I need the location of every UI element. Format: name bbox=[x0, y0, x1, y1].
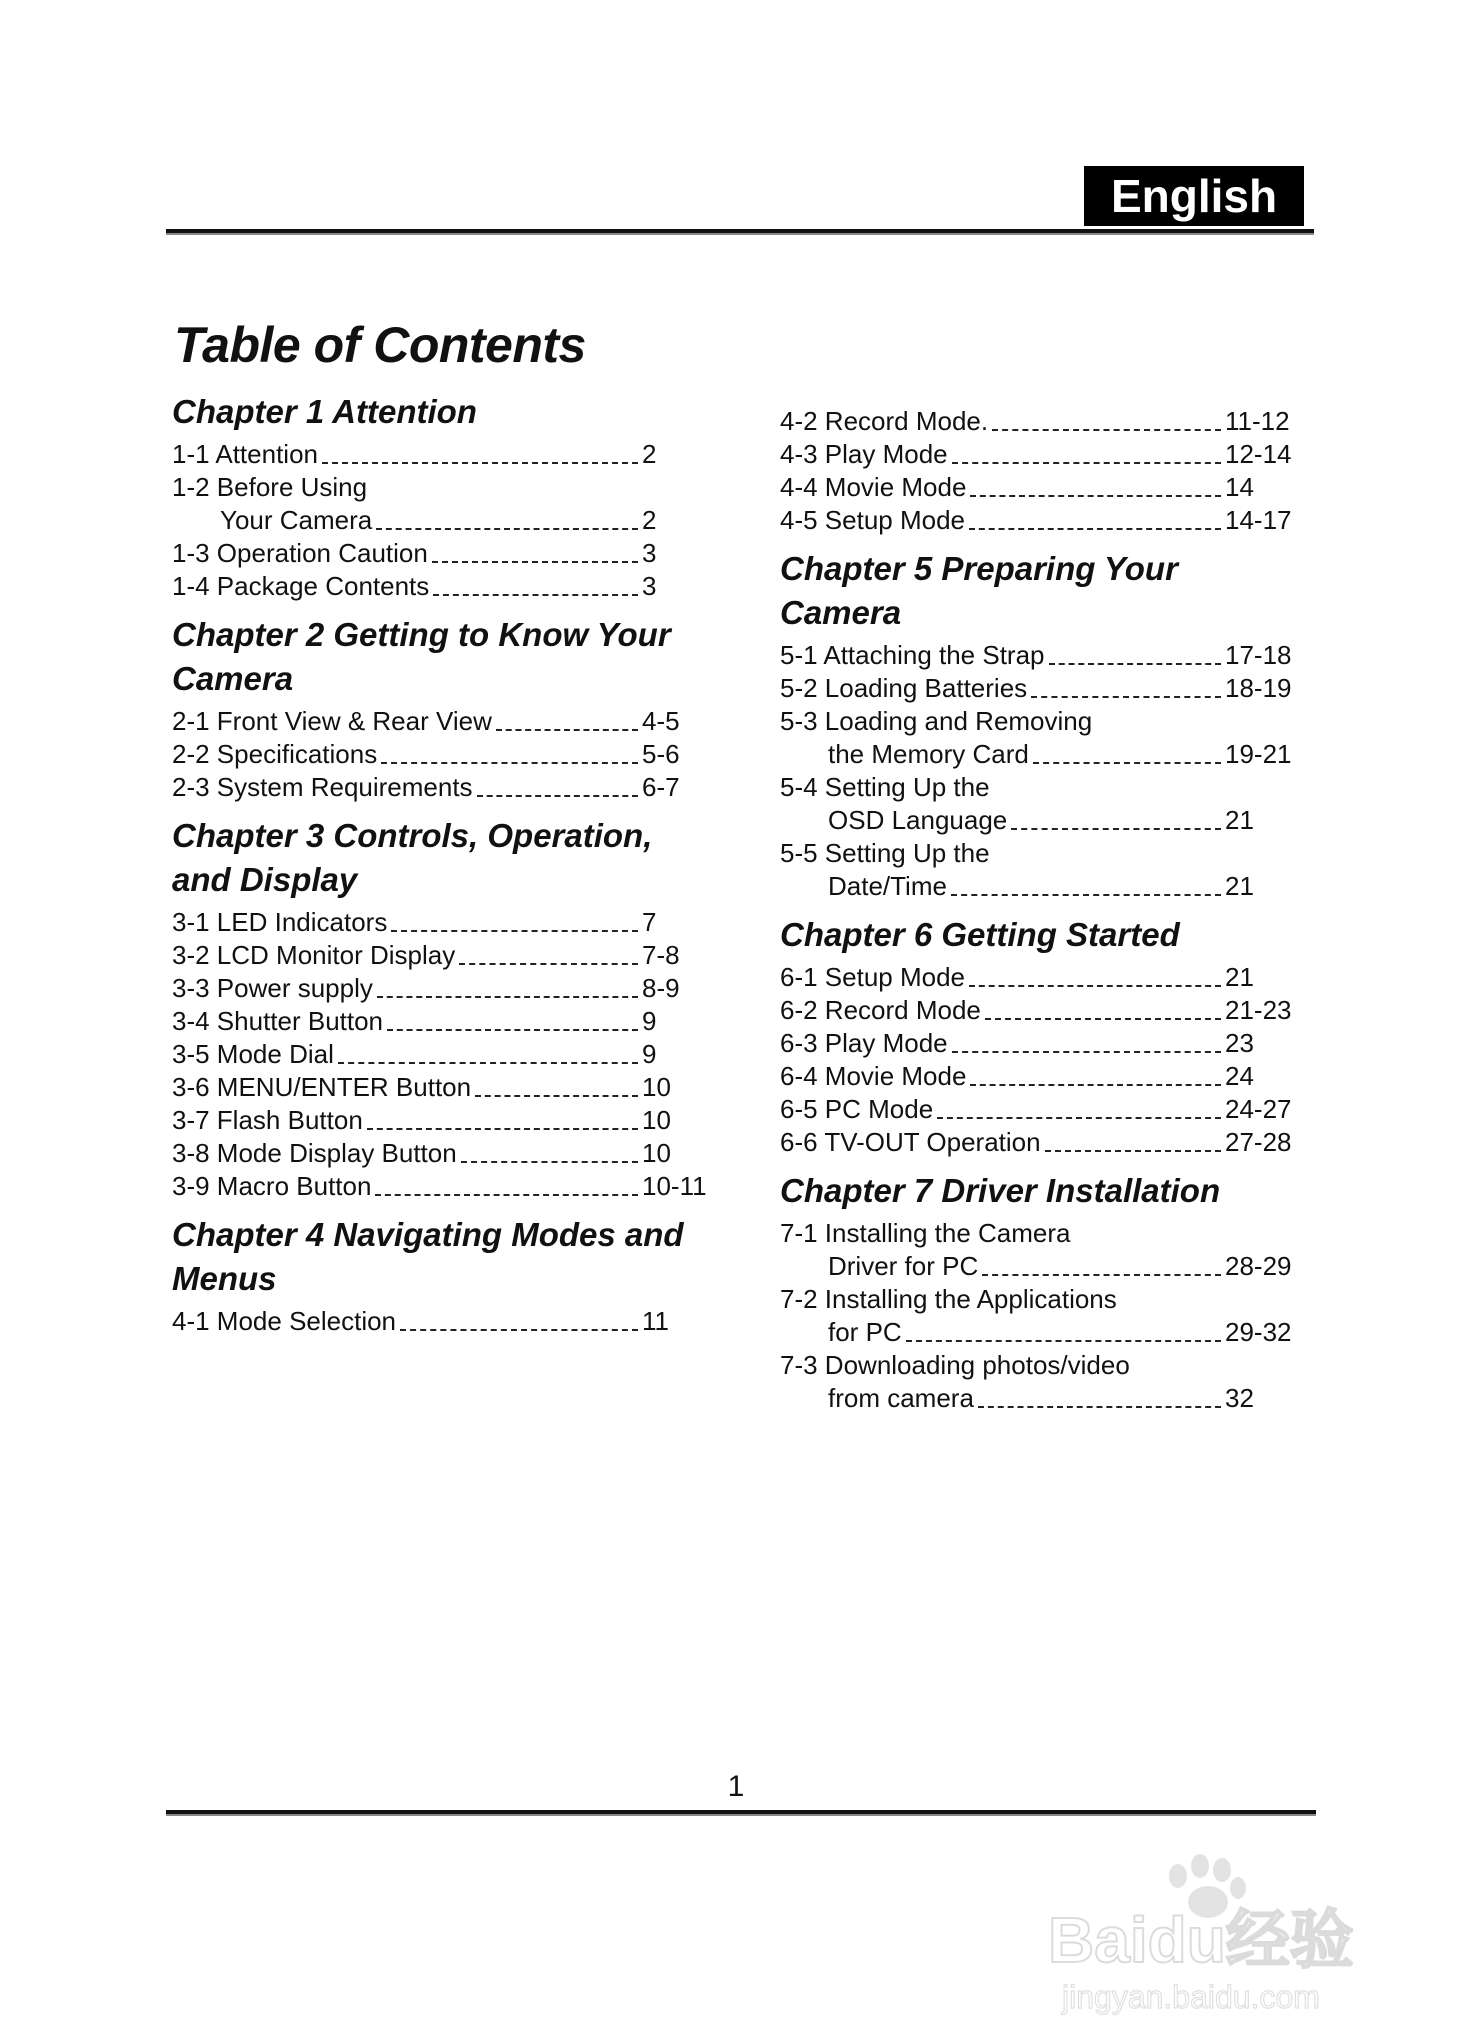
spacer bbox=[172, 1338, 712, 1348]
language-badge: English bbox=[1084, 166, 1304, 226]
dot-leader bbox=[952, 1051, 1221, 1053]
toc-entry-continuation bbox=[780, 1382, 1300, 1415]
toc-entry[interactable] bbox=[780, 504, 1300, 537]
toc-entry-label: 1-2 Before Using bbox=[172, 472, 368, 502]
toc-page-number: 2 bbox=[642, 505, 657, 535]
footer-rule bbox=[166, 1810, 1316, 1816]
toc-entry[interactable] bbox=[780, 438, 1300, 471]
chapter-heading-line: Menus bbox=[172, 1260, 277, 1297]
toc-page-number: 9 bbox=[642, 1006, 657, 1036]
toc-entry[interactable] bbox=[780, 405, 1300, 438]
chapter-heading-line: Chapter 4 Navigating Modes and bbox=[172, 1216, 684, 1253]
toc-page-number: 7 bbox=[642, 907, 657, 937]
toc-entry-continuation bbox=[780, 804, 1300, 837]
toc-entry-continuation bbox=[780, 870, 1300, 903]
dot-leader bbox=[982, 1274, 1221, 1276]
toc-entry-label: 5-2 Loading Batteries bbox=[780, 673, 1028, 703]
toc-entry-continuation bbox=[172, 504, 712, 537]
spacer bbox=[780, 1159, 1300, 1169]
dot-leader bbox=[969, 985, 1221, 987]
toc-entry-label: 3-5 Mode Dial bbox=[172, 1039, 334, 1069]
dot-leader bbox=[338, 1062, 638, 1064]
toc-page-number: 29-32 bbox=[1225, 1317, 1292, 1347]
toc-page-number: 21-23 bbox=[1225, 995, 1292, 1025]
spacer bbox=[172, 804, 712, 814]
toc-entry[interactable] bbox=[780, 1283, 1300, 1349]
toc-entry-label: 6-4 Movie Mode bbox=[780, 1061, 967, 1091]
toc-entry[interactable] bbox=[172, 570, 712, 603]
toc-entry-label: 5-3 Loading and Removing bbox=[780, 706, 1093, 736]
toc-entry-label: from camera bbox=[828, 1383, 974, 1413]
toc-entry-label: 1-3 Operation Caution bbox=[172, 538, 428, 568]
dot-leader bbox=[970, 495, 1221, 497]
dot-leader bbox=[969, 528, 1221, 530]
dot-leader bbox=[906, 1340, 1221, 1342]
chapter-heading-line: Chapter 5 Preparing Your Camera bbox=[780, 550, 1178, 631]
dot-leader bbox=[970, 1084, 1221, 1086]
toc-page-number: 27-28 bbox=[1225, 1127, 1292, 1157]
toc-entry-label: 5-1 Attaching the Strap bbox=[780, 640, 1045, 670]
toc-page-number: 11 bbox=[642, 1306, 669, 1336]
toc-entry-label: Your Camera bbox=[220, 505, 373, 535]
toc-page-number: 14-17 bbox=[1225, 505, 1292, 535]
spacer bbox=[172, 603, 712, 613]
baidu-watermark-logo bbox=[1040, 1840, 1380, 2020]
dot-leader bbox=[475, 1095, 638, 1097]
watermark-brand-text: Baidu经验 bbox=[1048, 1904, 1354, 1976]
toc-page-number: 19-21 bbox=[1225, 739, 1292, 769]
toc-entry-label: 3-8 Mode Display Button bbox=[172, 1138, 457, 1168]
dot-leader bbox=[978, 1406, 1221, 1408]
toc-entry-label: 1-1 Attention bbox=[172, 439, 318, 469]
chapter-heading bbox=[172, 814, 712, 902]
toc-entry-label: Driver for PC bbox=[828, 1251, 979, 1281]
toc-entry-label: 7-3 Downloading photos/video bbox=[780, 1350, 1130, 1380]
toc-page-number: 24-27 bbox=[1225, 1094, 1292, 1124]
toc-entry-label: 1-4 Package Contents bbox=[172, 571, 430, 601]
toc-page-number: 11-12 bbox=[1225, 406, 1290, 436]
chapter-heading-line: Chapter 1 Attention bbox=[172, 393, 477, 430]
toc-page-number: 5-6 bbox=[642, 739, 680, 769]
toc-page-number: 21 bbox=[1225, 805, 1254, 835]
toc-entry-label: 3-1 LED Indicators bbox=[172, 907, 388, 937]
toc-entry-label: OSD Language bbox=[828, 805, 1008, 835]
dot-leader bbox=[496, 729, 638, 731]
toc-entry-label: the Memory Card bbox=[828, 739, 1029, 769]
toc-entry[interactable] bbox=[780, 639, 1300, 672]
toc-entry[interactable] bbox=[172, 1038, 712, 1071]
dot-leader bbox=[1011, 828, 1221, 830]
chapter-heading-line: Chapter 7 Driver Installation bbox=[780, 1172, 1221, 1209]
toc-entry[interactable] bbox=[780, 1060, 1300, 1093]
dot-leader bbox=[1049, 663, 1221, 665]
dot-leader bbox=[952, 462, 1221, 464]
dot-leader bbox=[375, 1194, 638, 1196]
toc-entry[interactable] bbox=[780, 1349, 1300, 1415]
chapter-heading bbox=[780, 1169, 1300, 1213]
chapter-heading bbox=[172, 390, 712, 434]
dot-leader bbox=[381, 762, 638, 764]
chapter-heading-line: Camera bbox=[172, 660, 294, 697]
toc-page-number: 3 bbox=[642, 538, 657, 568]
toc-entry[interactable] bbox=[780, 1217, 1300, 1283]
toc-entry[interactable] bbox=[780, 1093, 1300, 1126]
spacer bbox=[780, 537, 1300, 547]
toc-entry[interactable] bbox=[172, 471, 712, 537]
toc-entry-label: 5-4 Setting Up the bbox=[780, 772, 990, 802]
toc-entry[interactable] bbox=[780, 672, 1300, 705]
toc-page-number: 21 bbox=[1225, 871, 1254, 901]
toc-entry[interactable] bbox=[172, 438, 712, 471]
toc-page-number: 2 bbox=[642, 439, 657, 469]
toc-entry[interactable] bbox=[172, 537, 712, 570]
toc-page-number: 21 bbox=[1225, 962, 1254, 992]
toc-entry[interactable] bbox=[172, 1137, 712, 1170]
toc-entry-label: 6-6 TV-OUT Operation bbox=[780, 1127, 1041, 1157]
toc-entry-label: Date/Time bbox=[828, 871, 947, 901]
toc-page-number: 8-9 bbox=[642, 973, 680, 1003]
toc-page-number: 32 bbox=[1225, 1383, 1254, 1413]
toc-entry[interactable] bbox=[172, 1071, 712, 1104]
dot-leader bbox=[391, 930, 638, 932]
toc-page-number: 12-14 bbox=[1225, 439, 1292, 469]
toc-entry-label: 3-9 Macro Button bbox=[172, 1171, 372, 1201]
toc-page-number: 10 bbox=[642, 1105, 671, 1135]
toc-entry[interactable] bbox=[172, 972, 712, 1005]
dot-leader bbox=[477, 795, 638, 797]
toc-entry-label: 4-3 Play Mode bbox=[780, 439, 948, 469]
toc-entry[interactable] bbox=[780, 1027, 1300, 1060]
spacer bbox=[780, 903, 1300, 913]
toc-entry-label: 4-1 Mode Selection bbox=[172, 1306, 397, 1336]
dot-leader bbox=[951, 894, 1221, 896]
toc-page-number: 18-19 bbox=[1225, 673, 1292, 703]
toc-entry-label: 2-1 Front View & Rear View bbox=[172, 706, 492, 736]
chapter-heading-line: and Display bbox=[172, 861, 358, 898]
spacer bbox=[172, 1203, 712, 1213]
toc-entry-continuation bbox=[780, 1250, 1300, 1283]
toc-entry[interactable] bbox=[172, 939, 712, 972]
toc-page-number: 3 bbox=[642, 571, 657, 601]
toc-entry-label: 4-2 Record Mode. bbox=[780, 406, 989, 436]
toc-page-number: 10 bbox=[642, 1138, 671, 1168]
toc-entry-label: 4-4 Movie Mode bbox=[780, 472, 967, 502]
dot-leader bbox=[367, 1128, 638, 1130]
toc-page-number: 24 bbox=[1225, 1061, 1254, 1091]
dot-leader bbox=[985, 1018, 1221, 1020]
toc-entry-label: 6-1 Setup Mode bbox=[780, 962, 966, 992]
toc-entry-label: 5-5 Setting Up the bbox=[780, 838, 990, 868]
chapter-heading-line: Chapter 6 Getting Started bbox=[780, 916, 1180, 953]
toc-left-column bbox=[172, 390, 712, 1348]
toc-entry-label: 3-7 Flash Button bbox=[172, 1105, 363, 1135]
toc-entry[interactable] bbox=[172, 1305, 712, 1338]
dot-leader bbox=[376, 528, 638, 530]
page-title: Table of Contents bbox=[174, 317, 586, 373]
watermark-url-text: jingyan.baidu.com bbox=[1062, 1979, 1320, 2015]
toc-entry-label: 3-3 Power supply bbox=[172, 973, 373, 1003]
toc-entry[interactable] bbox=[780, 705, 1300, 771]
toc-page-number: 10 bbox=[642, 1072, 671, 1102]
toc-entry-label: 2-2 Specifications bbox=[172, 739, 378, 769]
dot-leader bbox=[322, 462, 638, 464]
toc-entry[interactable] bbox=[780, 961, 1300, 994]
toc-entry-label: for PC bbox=[828, 1317, 902, 1347]
dot-leader bbox=[377, 996, 638, 998]
toc-entry[interactable] bbox=[172, 771, 712, 804]
dot-leader bbox=[459, 963, 638, 965]
toc-entry[interactable] bbox=[780, 994, 1300, 1027]
toc-entry[interactable] bbox=[172, 906, 712, 939]
toc-entry[interactable] bbox=[172, 1005, 712, 1038]
toc-entry-label: 4-5 Setup Mode bbox=[780, 505, 966, 535]
toc-entry-label: 3-6 MENU/ENTER Button bbox=[172, 1072, 472, 1102]
toc-entry[interactable] bbox=[780, 1126, 1300, 1159]
chapter-heading bbox=[780, 913, 1300, 957]
toc-entry-label: 6-5 PC Mode bbox=[780, 1094, 934, 1124]
dot-leader bbox=[387, 1029, 638, 1031]
toc-entry[interactable] bbox=[172, 738, 712, 771]
chapter-heading bbox=[172, 1213, 712, 1301]
dot-leader bbox=[400, 1329, 638, 1331]
spacer bbox=[780, 1415, 1300, 1425]
chapter-heading bbox=[780, 547, 1300, 635]
chapter-heading-line: Chapter 3 Controls, Operation, bbox=[172, 817, 653, 854]
dot-leader bbox=[937, 1117, 1221, 1119]
dot-leader bbox=[432, 561, 638, 563]
toc-entry[interactable] bbox=[172, 1170, 712, 1203]
toc-page-number: 14 bbox=[1225, 472, 1254, 502]
toc-entry[interactable] bbox=[780, 837, 1300, 903]
toc-page-number: 4-5 bbox=[642, 706, 680, 736]
toc-entry-label: 6-2 Record Mode bbox=[780, 995, 981, 1025]
toc-page-number: 7-8 bbox=[642, 940, 680, 970]
header-rule bbox=[166, 229, 1314, 235]
page-number: 1 bbox=[727, 1770, 745, 1803]
toc-entry-label: 6-3 Play Mode bbox=[780, 1028, 948, 1058]
chapter-heading bbox=[172, 613, 712, 701]
toc-page-number: 6-7 bbox=[642, 772, 680, 802]
toc-page-number: 23 bbox=[1225, 1028, 1254, 1058]
toc-entry[interactable] bbox=[780, 471, 1300, 504]
dot-leader bbox=[433, 594, 638, 596]
chapter-heading-line: Chapter 2 Getting to Know Your bbox=[172, 616, 671, 653]
toc-page-number: 28-29 bbox=[1225, 1251, 1292, 1281]
toc-entry[interactable] bbox=[172, 705, 712, 738]
dot-leader bbox=[992, 429, 1221, 431]
dot-leader bbox=[461, 1161, 638, 1163]
dot-leader bbox=[1045, 1150, 1221, 1152]
dot-leader bbox=[1031, 696, 1221, 698]
toc-right-column bbox=[780, 405, 1300, 1425]
toc-page-number: 17-18 bbox=[1225, 640, 1292, 670]
toc-page-number: 10-11 bbox=[642, 1171, 707, 1201]
toc-entry-label: 7-1 Installing the Camera bbox=[780, 1218, 1071, 1248]
toc-entry-label: 3-4 Shutter Button bbox=[172, 1006, 384, 1036]
toc-entry-label: 3-2 LCD Monitor Display bbox=[172, 940, 456, 970]
toc-page-number: 9 bbox=[642, 1039, 657, 1069]
toc-entry-label: 7-2 Installing the Applications bbox=[780, 1284, 1117, 1314]
toc-entry-continuation bbox=[780, 1316, 1300, 1349]
toc-entry[interactable] bbox=[780, 771, 1300, 837]
toc-entry[interactable] bbox=[172, 1104, 712, 1137]
dot-leader bbox=[1033, 762, 1221, 764]
toc-entry-continuation bbox=[780, 738, 1300, 771]
toc-entry-label: 2-3 System Requirements bbox=[172, 772, 473, 802]
